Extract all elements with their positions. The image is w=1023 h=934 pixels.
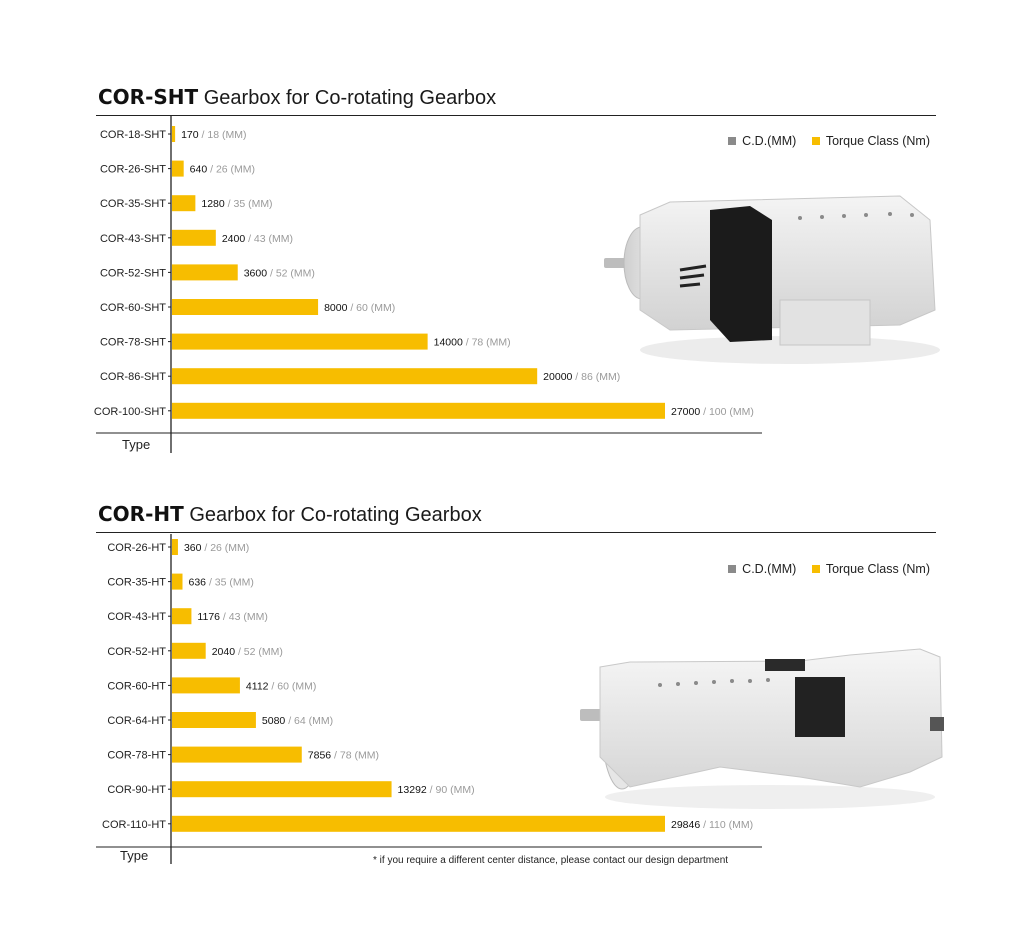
sht-legend-cd-label: C.D.(MM) xyxy=(742,134,797,148)
sht-tick-label: COR-52-SHT xyxy=(99,267,166,280)
footnote: * if you require a different center distance, please contact our design department xyxy=(373,855,729,866)
ht-tick-label: COR-64-HT xyxy=(107,715,166,727)
ht-bar-chart xyxy=(0,497,1023,877)
ht-tick-label: COR-52-HT xyxy=(107,645,166,658)
sht-cd-value: / 52 (MM) xyxy=(270,267,315,280)
sht-bar xyxy=(172,161,184,177)
ht-bar xyxy=(172,643,206,659)
ht-cd-value: / 64 (MM) xyxy=(288,715,334,727)
sht-axis-title: Type xyxy=(122,437,151,452)
sht-tick-label: COR-78-SHT xyxy=(99,336,166,349)
sht-data-label xyxy=(181,129,246,141)
ht-chart-panel xyxy=(0,497,1023,877)
ht-cd-value: / 43 (MM) xyxy=(222,611,268,624)
sht-bar xyxy=(172,264,238,280)
ht-title-text: Gearbox for Co-rotating Gearbox xyxy=(189,504,482,526)
ht-axis-title: Type xyxy=(120,848,149,863)
ht-torque-value: 13292 xyxy=(397,784,430,797)
ht-tick-label: COR-35-HT xyxy=(107,576,166,589)
sht-bar xyxy=(172,195,195,211)
sht-torque-value: 2400 xyxy=(221,232,249,245)
sht-data-label xyxy=(324,302,395,314)
sht-tick-label: COR-35-SHT xyxy=(99,198,166,211)
ht-data-label xyxy=(398,784,475,796)
sht-cd-value: / 60 (MM) xyxy=(350,302,396,314)
sht-cd-value: / 43 (MM) xyxy=(248,232,294,245)
ht-title-code: COR-HT xyxy=(98,502,184,526)
sht-cd-value: / 100 (MM) xyxy=(703,405,754,418)
ht-torque-value: 7856 xyxy=(307,749,335,762)
ht-cd-value: / 90 (MM) xyxy=(429,784,475,797)
sht-title-code: COR-SHT xyxy=(98,85,199,109)
sht-tick-label: COR-26-SHT xyxy=(99,163,166,176)
sht-data-label xyxy=(671,406,754,418)
sht-torque-value: 170 xyxy=(181,129,202,141)
sht-torque-value: 27000 xyxy=(671,405,704,418)
ht-legend-cd-label: C.D.(MM) xyxy=(742,562,797,576)
sht-tick-label: COR-18-SHT xyxy=(99,129,166,141)
sht-tick-label: COR-60-SHT xyxy=(99,302,166,314)
sht-torque-value: 640 xyxy=(189,163,211,176)
ht-legend-torque-label: Torque Class (Nm) xyxy=(825,562,930,576)
sht-bar-chart xyxy=(0,80,1023,470)
ht-tick-label: COR-60-HT xyxy=(107,680,166,693)
ht-cd-value: / 78 (MM) xyxy=(334,749,379,762)
ht-tick-label: COR-78-HT xyxy=(107,749,166,762)
ht-torque-value: 636 xyxy=(188,576,209,589)
sht-torque-value: 1280 xyxy=(201,198,228,211)
ht-torque-value: 29846 xyxy=(671,818,704,831)
ht-data-label xyxy=(246,680,316,692)
ht-torque-value: 1176 xyxy=(197,611,223,624)
ht-data-label xyxy=(184,542,249,554)
sht-tick-label: COR-43-SHT xyxy=(99,232,166,245)
sht-torque-value: 3600 xyxy=(243,267,271,280)
sht-bar xyxy=(172,403,665,419)
sht-data-label xyxy=(434,337,511,349)
ht-torque-value: 5080 xyxy=(261,715,289,727)
sht-data-label xyxy=(543,371,620,383)
sht-cd-value: / 35 (MM) xyxy=(227,198,273,211)
ht-cd-value: / 26 (MM) xyxy=(204,542,250,554)
sht-bar xyxy=(172,299,318,315)
ht-tick-label: COR-43-HT xyxy=(107,611,166,624)
sht-data-label xyxy=(201,198,272,210)
sht-cd-value: / 78 (MM) xyxy=(465,336,511,349)
sht-cd-value: / 18 (MM) xyxy=(201,129,247,141)
sht-bar xyxy=(172,368,537,384)
ht-cd-value: / 52 (MM) xyxy=(237,645,283,658)
ht-data-label xyxy=(308,750,379,762)
ht-bar xyxy=(172,574,183,590)
ht-cd-value: / 35 (MM) xyxy=(208,576,254,589)
ht-cd-value: / 60 (MM) xyxy=(271,680,317,693)
ht-torque-value: 4112 xyxy=(245,680,272,693)
ht-data-label xyxy=(212,646,283,658)
ht-bar xyxy=(172,712,256,728)
sht-cd-value: / 86 (MM) xyxy=(575,371,621,384)
ht-data-label xyxy=(671,819,753,831)
ht-bar xyxy=(172,747,302,763)
sht-title-text: Gearbox for Co-rotating Gearbox xyxy=(203,87,497,109)
ht-bar xyxy=(172,677,240,693)
sht-chart-panel xyxy=(0,80,1023,470)
ht-bar xyxy=(172,608,191,624)
ht-torque-value: 360 xyxy=(183,542,205,554)
sht-data-label xyxy=(222,233,293,245)
ht-data-label xyxy=(197,611,267,623)
ht-bar xyxy=(172,539,178,555)
ht-bar xyxy=(172,816,665,832)
sht-tick-label: COR-100-SHT xyxy=(93,405,166,418)
sht-bar xyxy=(172,230,216,246)
ht-data-label xyxy=(262,715,333,727)
ht-torque-value: 2040 xyxy=(211,645,238,658)
ht-bar xyxy=(172,781,392,797)
ht-tick-label: COR-26-HT xyxy=(107,542,166,554)
sht-bar xyxy=(172,126,175,142)
sht-cd-value: / 26 (MM) xyxy=(210,163,256,176)
sht-torque-value: 14000 xyxy=(433,336,466,349)
ht-cd-value: / 110 (MM) xyxy=(703,818,754,831)
sht-torque-value: 8000 xyxy=(324,302,351,314)
sht-legend-torque-label: Torque Class (Nm) xyxy=(825,134,930,148)
sht-data-label xyxy=(190,164,255,176)
sht-torque-value: 20000 xyxy=(543,371,576,384)
sht-bar xyxy=(172,334,428,350)
ht-data-label xyxy=(189,577,254,589)
ht-tick-label: COR-90-HT xyxy=(107,784,166,797)
ht-tick-label: COR-110-HT xyxy=(102,818,166,831)
sht-data-label xyxy=(244,267,315,279)
sht-tick-label: COR-86-SHT xyxy=(99,371,166,384)
